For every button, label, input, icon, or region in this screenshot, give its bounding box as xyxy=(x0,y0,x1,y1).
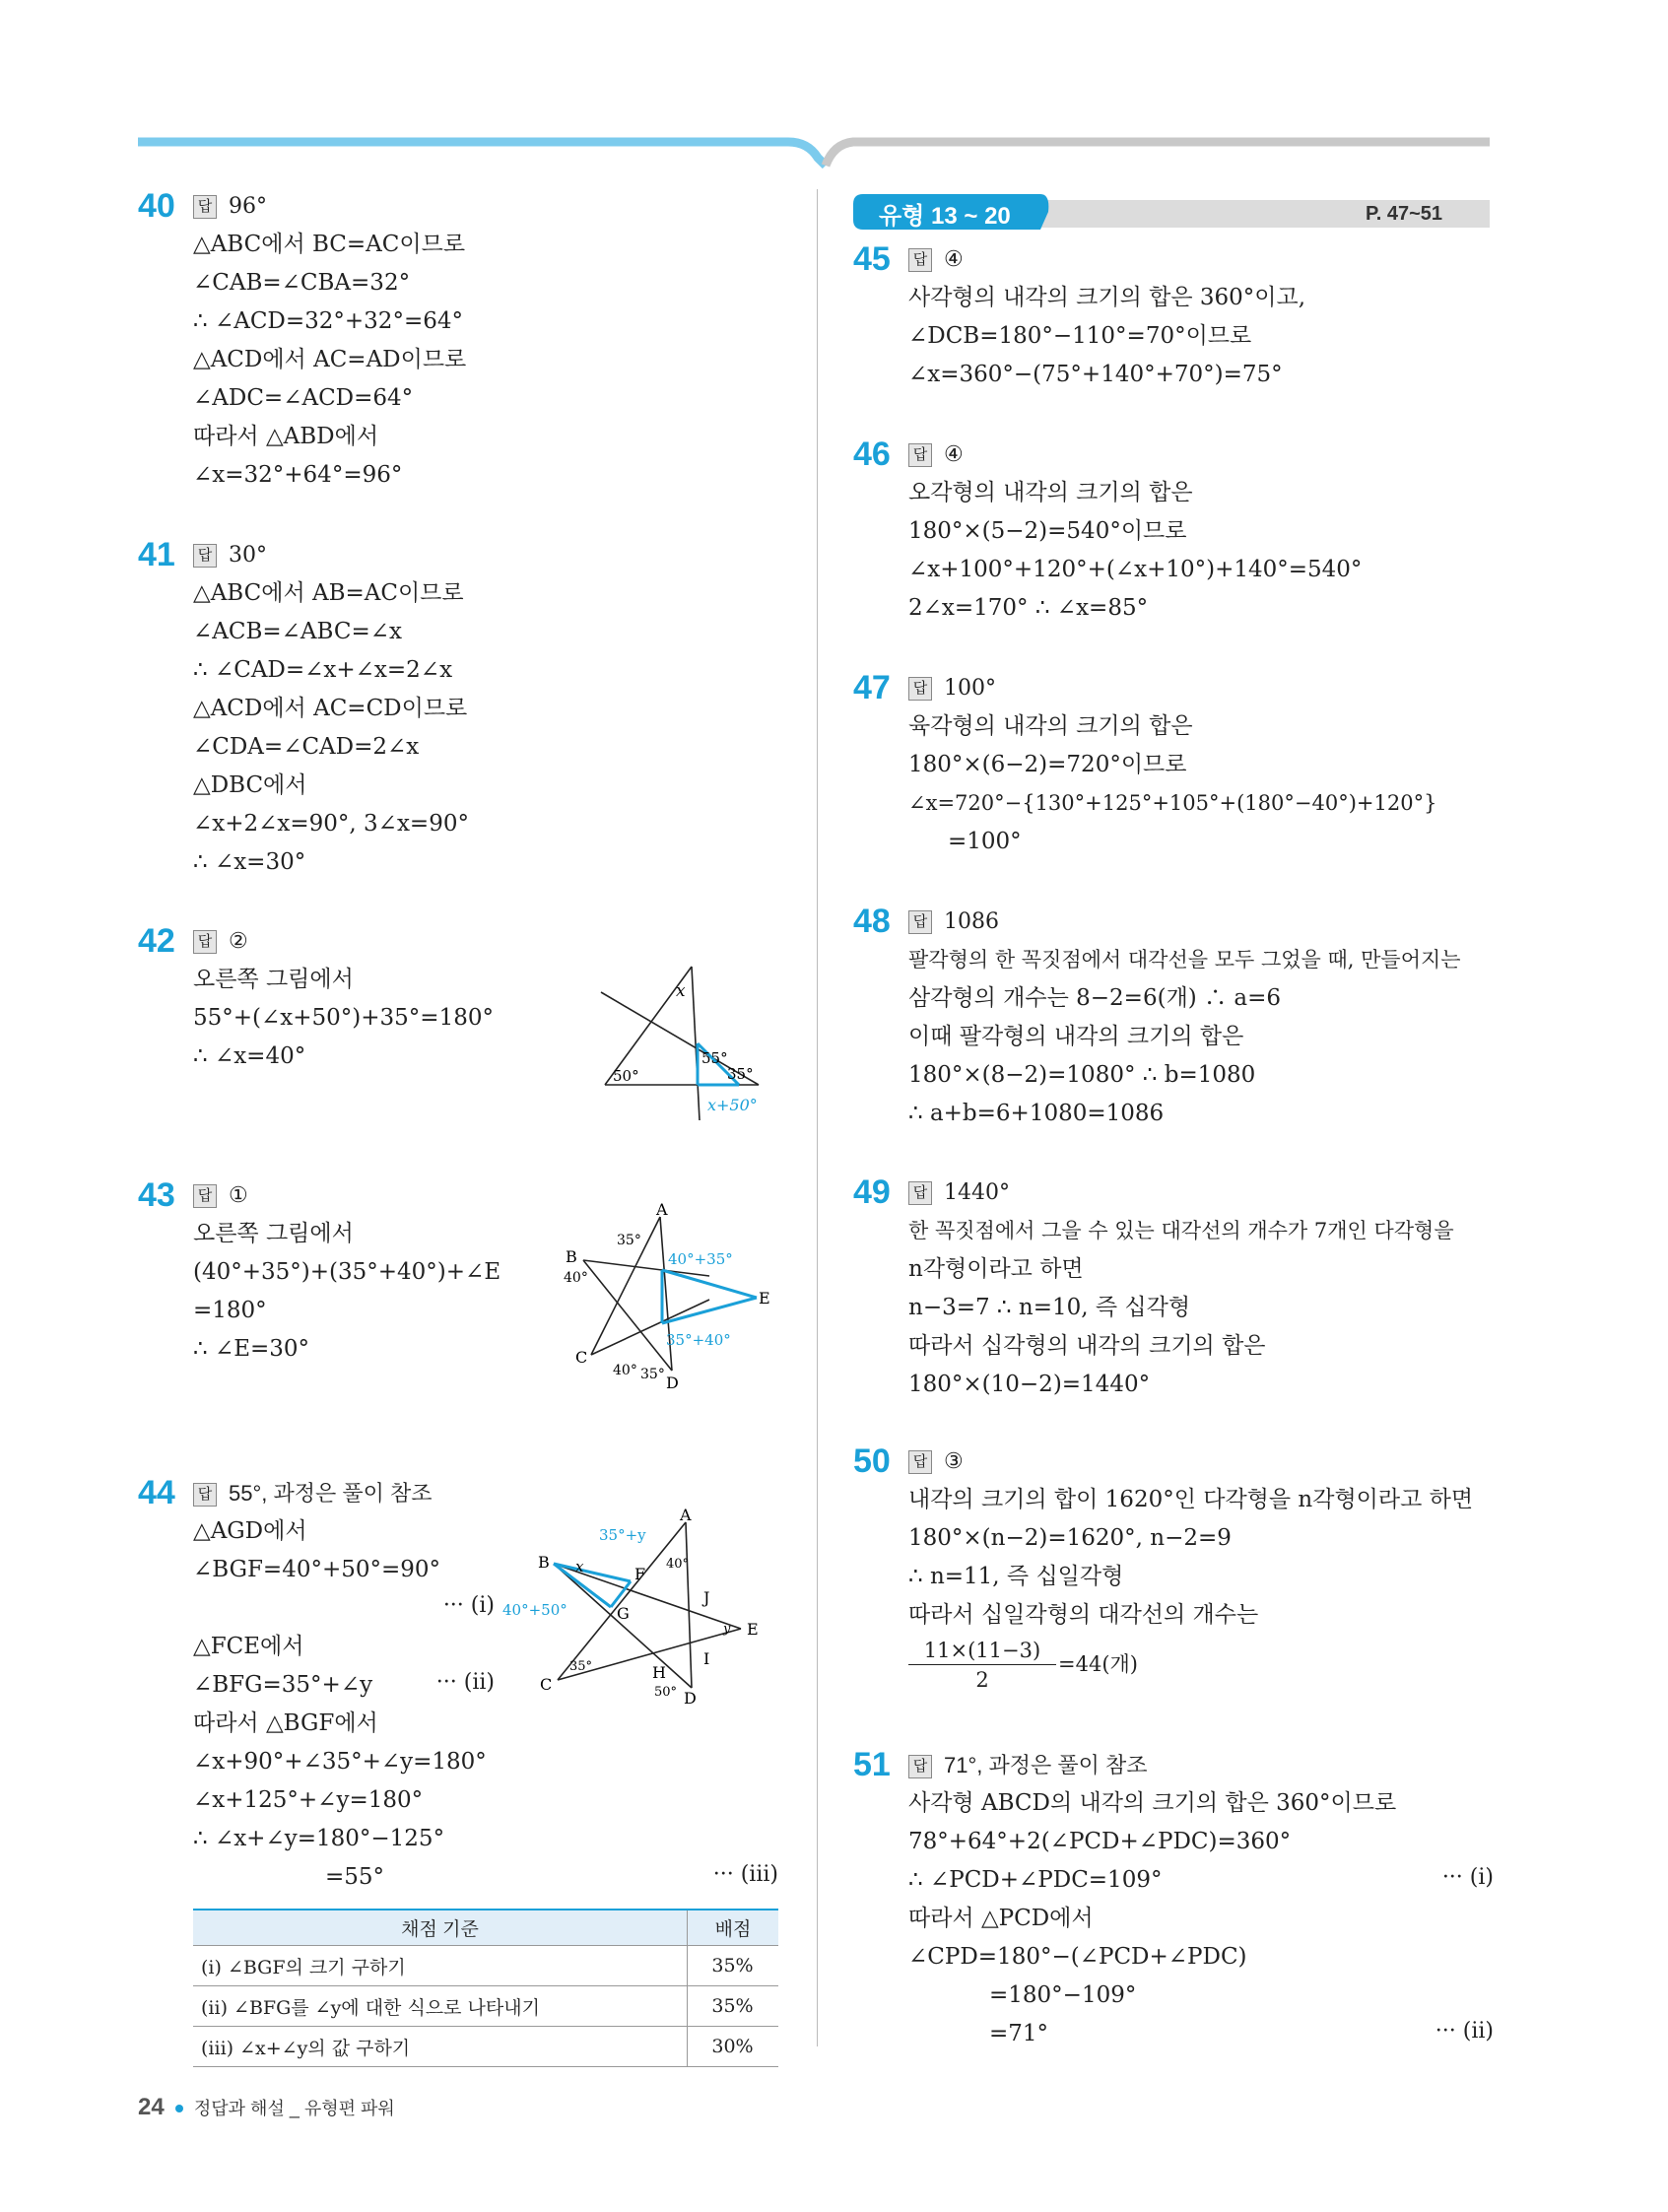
answer-value: 100° xyxy=(944,676,996,701)
table-row xyxy=(193,1946,778,1986)
fig-label: 40° xyxy=(613,1363,637,1378)
score-points: 30% xyxy=(688,2027,779,2067)
footer-title: 정답과 해설 _ 유형편 파워 xyxy=(193,2099,395,2118)
fig-label: 35°+y xyxy=(599,1526,646,1544)
solution-line: ∠CDA=∠CAD=2∠x xyxy=(193,734,420,760)
fraction-denominator: 2 xyxy=(975,1668,989,1692)
section-label: 유형 13 ~ 20 xyxy=(879,203,1011,230)
solution-line: 오른쪽 그림에서 xyxy=(193,967,354,992)
problem-number: 50 xyxy=(853,1442,891,1480)
fig-label-I: I xyxy=(703,1649,710,1668)
answer-badge: 답 xyxy=(908,248,932,272)
fig-label: 40°+35° xyxy=(668,1250,733,1268)
step-mark: ··· (ii) xyxy=(1434,2019,1494,2044)
answer-badge: 답 xyxy=(908,443,932,467)
solution-line: n−3=7 ∴ n=10, 즉 십각형 xyxy=(908,1295,1191,1320)
solution-line: ∠DCB=180°−110°=70°이므로 xyxy=(908,323,1252,349)
fig-label-B: B xyxy=(566,1247,577,1266)
solution-line: 삼각형의 개수는 8−2=6(개) ∴ a=6 xyxy=(908,985,1281,1011)
solution-line: ∠ACB=∠ABC=∠x xyxy=(193,619,402,644)
solution-line: △ABC에서 BC=AC이므로 xyxy=(193,232,466,257)
problem-number: 46 xyxy=(853,436,891,473)
fraction-result: =44(개) xyxy=(1058,1652,1138,1676)
answer-value: ④ xyxy=(944,442,964,467)
solution-line: 한 꼭짓점에서 그을 수 있는 대각선의 개수가 7개인 다각형을 xyxy=(908,1219,1454,1242)
solution-line: =180° xyxy=(193,1298,267,1323)
solution-line: △AGD에서 xyxy=(193,1518,307,1544)
solution-line: 이때 팔각형의 내각의 크기의 합은 xyxy=(908,1024,1244,1049)
solution-line: △ACD에서 AC=AD이므로 xyxy=(193,347,467,372)
fig-label: x+50° xyxy=(707,1096,758,1114)
fig-label: 35° xyxy=(727,1065,754,1083)
fig-label-G: G xyxy=(617,1604,630,1623)
fig-label: 50° xyxy=(654,1685,678,1700)
bullet-icon xyxy=(175,2105,183,2112)
solution-line: ∴ ∠E=30° xyxy=(193,1336,310,1362)
section-pages: P. 47~51 xyxy=(1366,203,1443,225)
solution-line: 55°+(∠x+50°)+35°=180° xyxy=(193,1005,494,1031)
solution-line: ∴ ∠x+∠y=180°−125° xyxy=(193,1826,445,1851)
solution-line: ∠x=720°−{130°+125°+105°+(180°−40°)+120°} xyxy=(908,791,1437,815)
answer-badge: 답 xyxy=(908,1755,932,1778)
solution-line: =55° xyxy=(325,1864,385,1890)
solution-line: 180°×(8−2)=1080° ∴ b=1080 xyxy=(908,1062,1256,1088)
solution-line: ∠x=360°−(75°+140°+70°)=75° xyxy=(908,362,1283,387)
solution-line: 내각의 크기의 합이 1620°인 다각형을 n각형이라고 하면 xyxy=(908,1487,1474,1512)
score-table xyxy=(193,1909,778,2067)
answer-badge: 답 xyxy=(193,544,217,568)
problem-number: 44 xyxy=(138,1474,175,1511)
fig-label: 35° xyxy=(640,1367,665,1382)
fig-label-D: D xyxy=(666,1374,679,1392)
answer-value: 1086 xyxy=(944,909,999,934)
answer-value: 55°, 과정은 풀이 참조 xyxy=(229,1481,433,1506)
solution-line: (40°+35°)+(35°+40°)+∠E xyxy=(193,1259,501,1285)
answer-value: 30° xyxy=(229,543,267,568)
fig-label: x xyxy=(575,1558,584,1575)
solution-line: ∴ ∠x=40° xyxy=(193,1043,306,1069)
solution-line: 따라서 십일각형의 대각선의 개수는 xyxy=(908,1602,1259,1628)
problem-number: 41 xyxy=(138,536,175,573)
fig-label: 35° xyxy=(569,1659,593,1674)
score-criteria: (iii) ∠x+∠y의 값 구하기 xyxy=(193,2027,688,2067)
answer-badge: 답 xyxy=(193,930,217,954)
fig-label: 55° xyxy=(701,1049,728,1067)
fig-label: 35°+40° xyxy=(666,1331,731,1349)
problem-number: 51 xyxy=(853,1746,891,1783)
solution-line: ∠BGF=40°+50°=90° xyxy=(193,1557,441,1582)
score-header-points: 배점 xyxy=(688,1910,779,1946)
fig-label-C: C xyxy=(540,1675,553,1694)
answer-value: 1440° xyxy=(944,1180,1010,1205)
solution-line: 180°×(6−2)=720°이므로 xyxy=(908,752,1187,777)
solution-line: 팔각형의 한 꼭짓점에서 대각선을 모두 그었을 때, 만들어지는 xyxy=(908,948,1461,972)
answer-value: 71°, 과정은 풀이 참조 xyxy=(944,1753,1148,1777)
solution-line: 180°×(5−2)=540°이므로 xyxy=(908,518,1187,544)
answer-badge: 답 xyxy=(193,195,217,219)
solution-line: ∠CPD=180°−(∠PCD+∠PDC) xyxy=(908,1944,1247,1970)
figure-43 xyxy=(562,1200,778,1392)
solution-line: ∠x+125°+∠y=180° xyxy=(193,1787,424,1813)
header-bar xyxy=(0,0,1668,138)
solution-line: ∴ a+b=6+1080=1086 xyxy=(908,1101,1165,1126)
problem-number: 48 xyxy=(853,903,891,940)
solution-line: ∠ADC=∠ACD=64° xyxy=(193,385,414,411)
solution-line: △ABC에서 AB=AC이므로 xyxy=(193,580,464,606)
fig-label: 40° xyxy=(666,1557,690,1572)
footer xyxy=(138,2094,395,2121)
problem-number: 40 xyxy=(138,187,175,225)
problem-number: 42 xyxy=(138,922,175,960)
solution-line: 따라서 △PCD에서 xyxy=(908,1906,1094,1931)
table-row xyxy=(193,1986,778,2027)
solution-line: 오른쪽 그림에서 xyxy=(193,1221,354,1246)
problem-number: 45 xyxy=(853,240,891,278)
fig-label: y xyxy=(723,1622,731,1637)
solution-line: △ACD에서 AC=CD이므로 xyxy=(193,696,468,721)
answer-badge: 답 xyxy=(193,1184,217,1208)
page-number: 24 xyxy=(138,2094,165,2120)
problem-number: 47 xyxy=(853,669,891,706)
solution-line: ∴ ∠x=30° xyxy=(193,849,306,875)
solution-line: ∠x+100°+120°+(∠x+10°)+140°=540° xyxy=(908,557,1363,582)
fig-label-A: A xyxy=(656,1200,668,1219)
answer-value: ① xyxy=(229,1183,248,1208)
solution-line: 육각형의 내각의 크기의 합은 xyxy=(908,713,1193,739)
fig-label-F: F xyxy=(634,1565,646,1583)
fig-label: 40° xyxy=(564,1270,588,1286)
answer-value: ③ xyxy=(944,1449,964,1474)
answer-value: ④ xyxy=(944,247,964,272)
score-criteria: (ii) ∠BFG를 ∠y에 대한 식으로 나타내기 xyxy=(193,1986,688,2027)
solution-line: =71° xyxy=(989,2021,1049,2046)
fig-label-H: H xyxy=(652,1663,666,1682)
solution-line: ∠x=32°+64°=96° xyxy=(193,462,403,488)
answer-value: ② xyxy=(229,929,248,954)
problem-number: 43 xyxy=(138,1176,175,1214)
solution-line: ∠CAB=∠CBA=32° xyxy=(193,270,411,296)
answer-badge: 답 xyxy=(908,677,932,701)
solution-line: ∴ n=11, 즉 십일각형 xyxy=(908,1564,1124,1589)
step-mark: ··· (ii) xyxy=(435,1670,495,1695)
solution-line: n각형이라고 하면 xyxy=(908,1256,1084,1282)
score-criteria: (i) ∠BGF의 크기 구하기 xyxy=(193,1946,688,1986)
fig-label: 40°+50° xyxy=(502,1601,567,1619)
column-divider xyxy=(817,189,818,2046)
fig-label: 35° xyxy=(617,1233,641,1248)
score-points: 35% xyxy=(688,1946,779,1986)
section-tab xyxy=(853,192,1490,232)
answer-badge: 답 xyxy=(908,1450,932,1474)
solution-line: 따라서 십각형의 내각의 크기의 합은 xyxy=(908,1333,1266,1359)
solution-line: 따라서 △ABD에서 xyxy=(193,424,379,449)
fig-label-A: A xyxy=(680,1506,692,1524)
solution-line: 180°×(n−2)=1620°, n−2=9 xyxy=(908,1525,1232,1551)
fig-label-B: B xyxy=(538,1553,550,1572)
fig-label-E: E xyxy=(747,1620,759,1639)
fig-label-D: D xyxy=(684,1689,697,1708)
fig-label-C: C xyxy=(575,1348,588,1367)
solution-line: 2∠x=170° ∴ ∠x=85° xyxy=(908,595,1149,621)
solution-line: ∴ ∠CAD=∠x+∠x=2∠x xyxy=(193,657,453,683)
solution-line: 78°+64°+2(∠PCD+∠PDC)=360° xyxy=(908,1829,1292,1854)
fig-label-J: J xyxy=(703,1588,710,1607)
step-mark: ··· (iii) xyxy=(712,1862,778,1887)
solution-line: △DBC에서 xyxy=(193,772,307,798)
fig-label-x: x xyxy=(676,981,686,1001)
solution-line: =100° xyxy=(948,829,1022,854)
solution-line: 오각형의 내각의 크기의 합은 xyxy=(908,480,1193,505)
solution-line: =180°−109° xyxy=(989,1982,1137,2008)
fraction-numerator: 11×(11−3) xyxy=(908,1637,1056,1665)
answer-badge: 답 xyxy=(908,910,932,934)
answer-badge: 답 xyxy=(193,1483,217,1507)
score-points: 35% xyxy=(688,1986,779,2027)
table-row xyxy=(193,2027,778,2067)
solution-line: ∠x+2∠x=90°, 3∠x=90° xyxy=(193,811,469,837)
solution-line: 사각형의 내각의 크기의 합은 360°이고, xyxy=(908,285,1306,310)
fig-label: 50° xyxy=(613,1067,639,1085)
step-mark: ··· (i) xyxy=(442,1593,495,1618)
solution-line: 180°×(10−2)=1440° xyxy=(908,1372,1151,1397)
figure-44 xyxy=(502,1506,778,1708)
problem-number: 49 xyxy=(853,1173,891,1211)
answer-badge: 답 xyxy=(908,1181,932,1205)
answer-value: 96° xyxy=(229,194,267,219)
solution-line: ∴ ∠ACD=32°+32°=64° xyxy=(193,308,463,334)
solution-line: △FCE에서 xyxy=(193,1634,304,1659)
solution-line: ∠BFG=35°+∠y xyxy=(193,1672,373,1698)
solution-line: ∠x+90°+∠35°+∠y=180° xyxy=(193,1749,487,1775)
fig-label-E: E xyxy=(759,1289,770,1307)
score-header-criteria: 채점 기준 xyxy=(193,1910,688,1946)
solution-line: 사각형 ABCD의 내각의 크기의 합은 360°이므로 xyxy=(908,1790,1397,1816)
figure-42 xyxy=(601,963,778,1130)
step-mark: ··· (i) xyxy=(1441,1865,1494,1890)
solution-line: 따라서 △BGF에서 xyxy=(193,1710,378,1736)
solution-line: ∴ ∠PCD+∠PDC=109° xyxy=(908,1867,1163,1893)
